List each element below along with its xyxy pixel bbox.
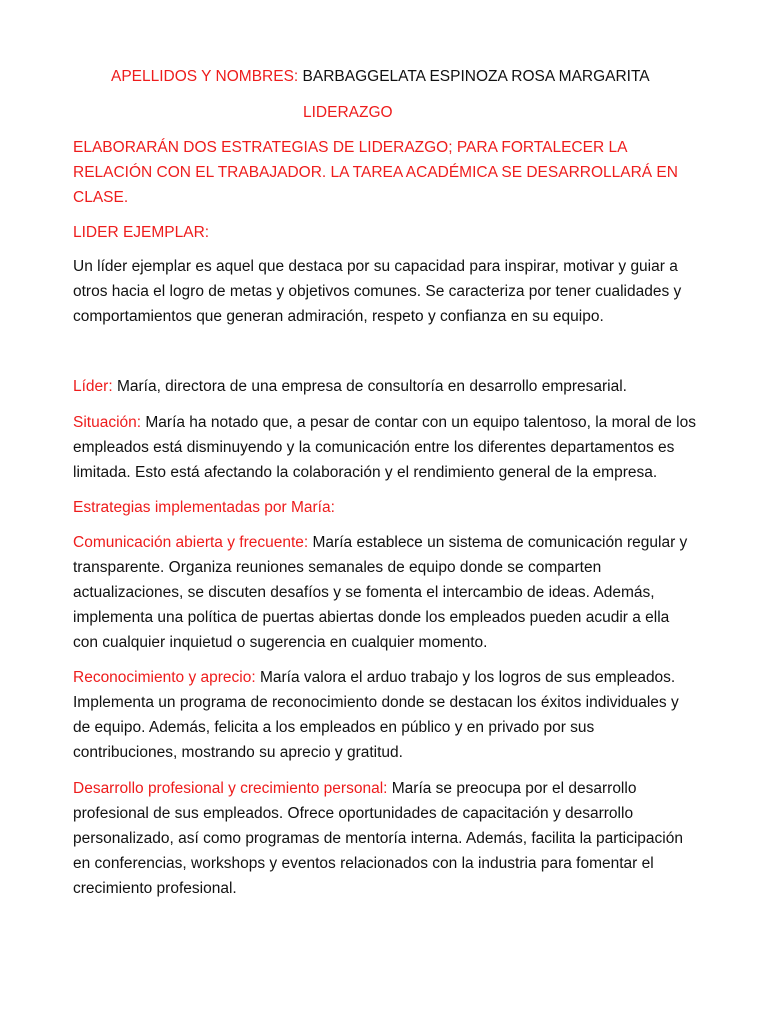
- section-title: LIDER EJEMPLAR:: [73, 224, 210, 241]
- subject-title: LIDERAZGO: [303, 104, 393, 121]
- strategy-paragraph: [73, 776, 698, 901]
- leader-text: María, directora de una empresa de consultoría en desarrollo empresarial.: [112, 378, 627, 395]
- strategy-label: Desarrollo profesional y crecimiento personal:: [73, 780, 388, 797]
- leader-paragraph: [73, 374, 698, 399]
- strategies-title: Estrategias implementadas por María:: [73, 499, 335, 516]
- leader-label: Líder:: [73, 378, 113, 395]
- names-value: BARBAGGELATA ESPINOZA ROSA MARGARITA: [302, 68, 650, 85]
- intro-paragraph: Un líder ejemplar es aquel que destaca por su capacidad para inspirar, motivar y guiar a otros hacia el logro de metas y objetivos comunes. Se caracteriza por tener cualidades y comportamientos que generan admiración, respeto y confianza en su equipo.: [73, 258, 682, 325]
- strategy-paragraph: [73, 530, 698, 655]
- situation-paragraph: [73, 410, 698, 485]
- strategy-label: Reconocimiento y aprecio:: [73, 669, 256, 686]
- assignment-text: ELABORARÁN DOS ESTRATEGIAS DE LIDERAZGO; PARA FORTALECER LA RELACIÓN CON EL TRABAJADOR. LA TAREA ACADÉMICA SE DESARROLLARÁ EN CLASE.: [73, 139, 678, 206]
- situation-label: Situación:: [73, 414, 142, 431]
- student-name-line: [0, 67, 768, 87]
- strategy-paragraph: [73, 665, 698, 765]
- strategy-text: María valora el arduo trabajo y los logros de sus empleados. Implementa un programa de reconocimiento donde se destacan los éxitos individuales y de equipo. Además, felicita a los empleados en público y en privado por sus contribuciones, mostrando su aprecio y gratitud.: [73, 669, 679, 761]
- strategy-text: María se preocupa por el desarrollo profesional de sus empleados. Ofrece oportunidades de capacitación y desarrollo personalizado, así como programas de mentoría interna. Además, facilita la participación en conferencias, workshops y eventos relacionados con la industria para fomentar el crecimiento profesional.: [73, 780, 683, 897]
- strategy-text: María establece un sistema de comunicación regular y transparente. Organiza reuniones semanales de equipo donde se comparten actualizaciones, se discuten desafíos y se fomenta el intercambio de ideas. Además, implementa una política de puertas abiertas donde los empleados pueden acudir a ella con cualquier inquietud o sugerencia en cualquier momento.: [73, 534, 688, 651]
- situation-text: María ha notado que, a pesar de contar con un equipo talentoso, la moral de los empleados está disminuyendo y la comunicación entre los diferentes departamentos es limitada. Esto está afectando la colaboración y el rendimiento general de la empresa.: [73, 414, 696, 481]
- names-label: APELLIDOS Y NOMBRES:: [111, 68, 299, 85]
- strategy-label: Comunicación abierta y frecuente:: [73, 534, 309, 551]
